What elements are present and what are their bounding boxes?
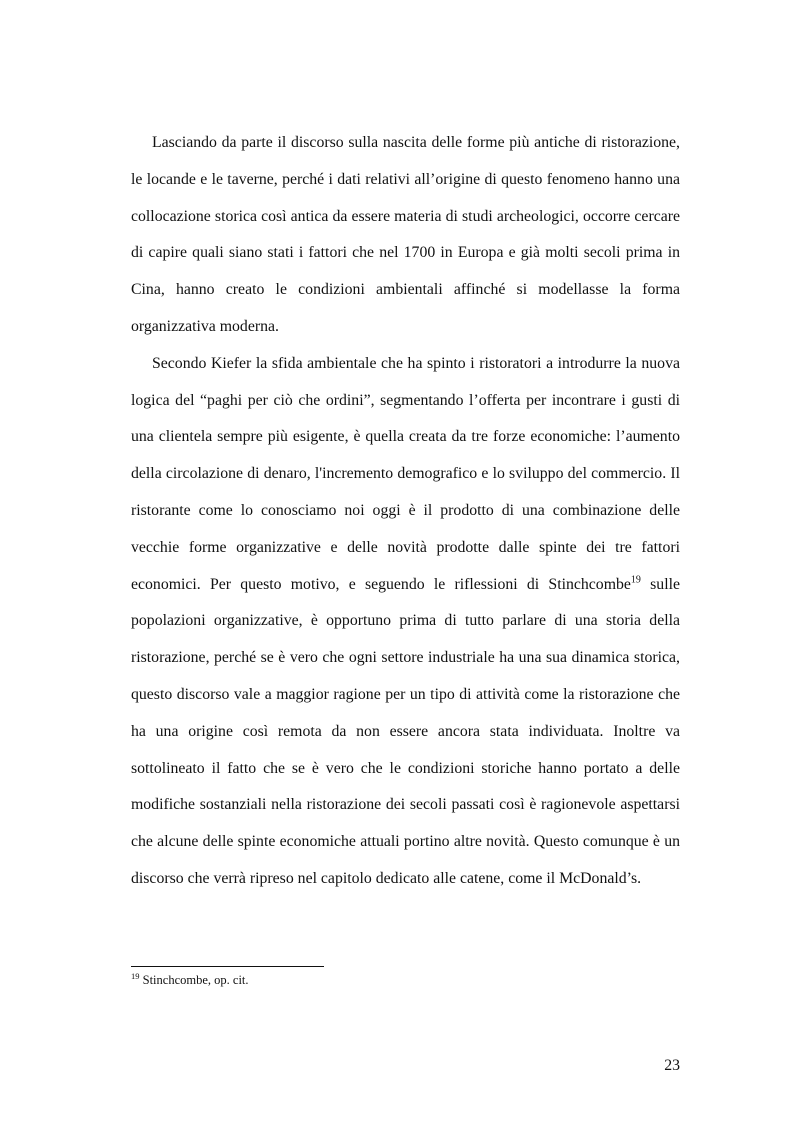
body-text	[131, 125, 680, 898]
footnote-reference: 19	[630, 574, 641, 586]
footnote-separator	[131, 966, 324, 967]
paragraph-2	[131, 346, 680, 898]
footnote-marker: 19	[131, 970, 140, 981]
footnote	[131, 972, 249, 988]
footnote-text: Stinchcombe, op. cit.	[139, 973, 249, 987]
paragraph-1: Lasciando da parte il discorso sulla nascita delle forme più antiche di ristorazione, le locande e le taverne, perché i dati relativi all’origine di questo fenomeno hanno una collocazione storica così antica da essere materia di studi archeologici, occorre cercare di capire quali siano stati i fattori che nel 1700 in Europa e già molti secoli prima in Cina, hanno creato le condizioni ambientali affinché si modellasse la forma organizzativa moderna.	[131, 134, 680, 335]
page-number: 23	[664, 1057, 680, 1074]
paragraph-2-text-start: Secondo Kiefer la sfida ambientale che ha spinto i ristoratori a introdurre la nuova logica del “paghi per ciò che ordini”, segmentando l’offerta per incontrare i gusti di una clientela sempre più esigente, è quella creata da tre forze economiche: l’aumento della circolazione di denaro, l'incremento demografico e lo sviluppo del commercio. Il ristorante come lo conosciamo noi oggi è il prodotto di una combinazione delle vecchie forme organizzative e delle novità prodotte dalle spinte dei tre fattori economici. Per questo motivo, e seguendo le riflessioni di Stinchcombe	[131, 354, 680, 593]
paragraph-2-text-end: sulle popolazioni organizzative, è opportuno prima di tutto parlare di una storia della ristorazione, perché se è vero che ogni settore industriale ha una sua dinamica storica, questo discorso vale a maggior ragione per un tipo di attività come la ristorazione che ha una origine così remota da non essere ancora stata individuata. Inoltre va sottolineato il fatto che se è vero che le condizioni storiche hanno portato a delle modifiche sostanziali nella ristorazione dei secoli passati così è ragionevole aspettarsi che alcune delle spinte economiche attuali portino altre novità. Questo comunque è un discorso che verrà ripreso nel capitolo dedicato alle catene, come il McDonald’s.	[131, 575, 680, 887]
